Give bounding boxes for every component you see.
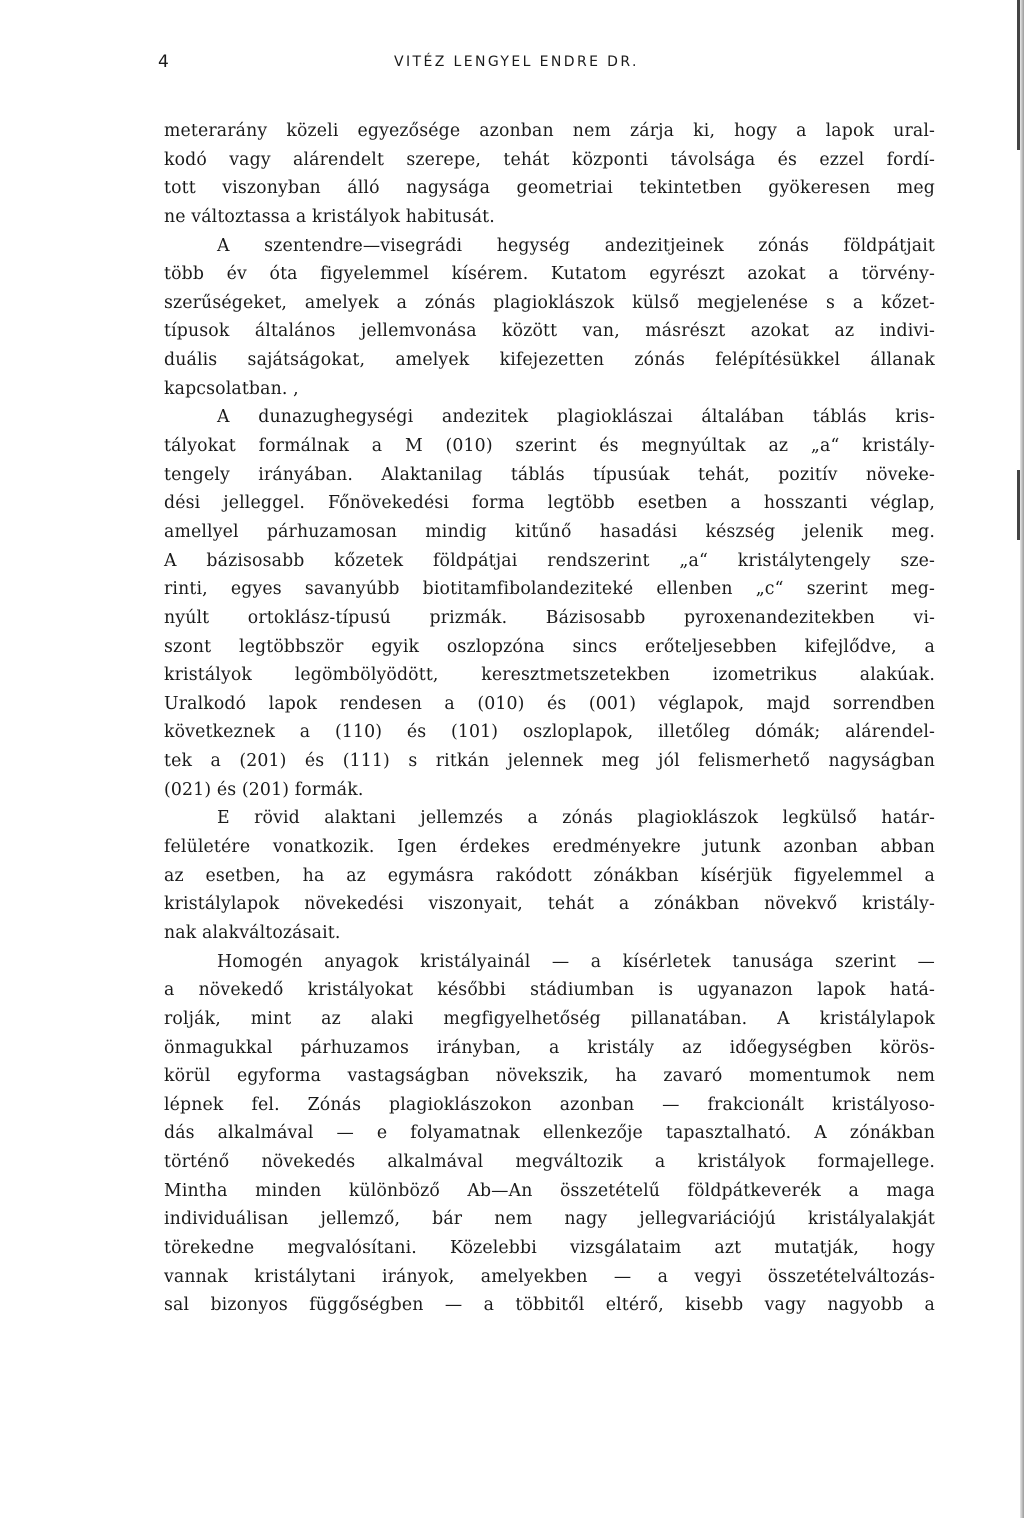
scan-edge-mark [1017, 470, 1020, 540]
text-line: következnek a (110) és (101) oszloplapok, illetőleg dómák; alárendel- [164, 722, 935, 743]
text-line: Uralkodó lapok rendesen a (010) és (001) véglapok, majd sorrendben [164, 693, 935, 714]
text-line: A bázisosabb kőzetek földpátjai rendszerint „a“ kristálytengely sze- [164, 550, 935, 571]
scan-edge-shadow [1020, 0, 1024, 1518]
text-line: Homogén anyagok kristályainál — a kísérletek tanusága szerint — [217, 951, 935, 972]
text-line: nak alakváltozásait. [164, 922, 341, 943]
text-line: az esetben, ha az egymásra rakódott zónákban kísérjük figyelemmel a [164, 865, 935, 886]
text-line: több év óta figyelemmel kísérem. Kutatom egyrészt azokat a törvény- [164, 264, 935, 285]
text-line: dás alkalmával — e folyamatnak ellenkezője tapasztalható. A zónákban [164, 1123, 935, 1144]
text-line: tengely irányában. Alaktanilag táblás típusúak tehát, pozitív növeke- [164, 464, 935, 485]
text-line: E rövid alaktani jellemzés a zónás plagioklászok legkülső határ- [217, 808, 935, 829]
running-head: VITÉZ LENGYEL ENDRE DR. [394, 54, 639, 70]
body-text [164, 117, 935, 1320]
text-line: sal bizonyos függőségben — a többitől eltérő, kisebb vagy nagyobb a [164, 1295, 935, 1316]
text-line: tott viszonyban álló nagysága geometriai tekintetben gyökeresen meg [164, 178, 935, 199]
text-line: amellyel párhuzamosan mindig kitűnő hasadási készség jelenik meg. [164, 521, 935, 542]
text-line: duális sajátságokat, amelyek kifejezetten zónás felépítésükkel állanak [164, 350, 935, 371]
text-line: típusok általános jellemvonása között van, másrészt azokat az indivi- [164, 321, 935, 342]
text-line: nyúlt ortoklász-típusú prizmák. Bázisosabb pyroxenandezitekben vi- [164, 607, 935, 628]
text-line: tályokat formálnak a M (010) szerint és megnyúltak az „a“ kristály- [164, 436, 935, 457]
text-line: tek a (201) és (111) s ritkán jelennek meg jól felismerhető nagyságban [164, 751, 935, 772]
text-line: törekedne megvalósítani. Közelebbi vizsgálataim azt mutatják, hogy [164, 1237, 935, 1258]
text-line: Mintha minden különböző Ab—An összetételű földpátkeverék a maga [164, 1180, 935, 1201]
text-line: történő növekedés alkalmával megváltozik a kristályok formajellege. [164, 1152, 935, 1173]
text-line: kristálylapok növekedési viszonyait, tehát a zónákban növekvő kristály- [164, 894, 935, 915]
text-line: A szentendre—visegrádi hegység andezitjeinek zónás földpátjait [217, 235, 935, 256]
page-header [158, 52, 848, 76]
text-line: dési jelleggel. Főnövekedési forma legtöbb esetben a hosszanti véglap, [164, 493, 935, 514]
text-line: meterarány közeli egyezősége azonban nem zárja ki, hogy a lapok ural- [164, 121, 935, 141]
text-line: individuálisan jellemző, bár nem nagy jellegvariációjú kristályalakját [164, 1209, 935, 1230]
text-line: önmagukkal párhuzamos irányban, a kristály az időegységben körös- [164, 1037, 935, 1058]
text-line: a növekedő kristályokat későbbi stádiumban is ugyanazon lapok hatá- [164, 980, 935, 1001]
text-line: A dunazughegységi andezitek plagioklászai általában táblás kris- [217, 407, 935, 428]
text-line: (021) és (201) formák. [164, 779, 364, 800]
text-line: kodó vagy alárendelt szerepe, tehát központi távolsága és ezzel fordí- [164, 149, 935, 170]
text-line: rinti, egyes savanyúbb biotitamfibolandeziteké ellenben „c“ szerint meg- [164, 579, 935, 600]
page-number: 4 [158, 52, 170, 72]
text-line: vannak kristálytani irányok, amelyekben — a vegyi összetételváltozás- [164, 1266, 935, 1287]
text-line: körül egyforma vastagságban növekszik, ha zavaró momentumok nem [164, 1066, 935, 1087]
text-line: felületére vonatkozik. Igen érdekes eredményekre jutunk azonban abban [164, 837, 935, 858]
scan-edge-mark [1017, 0, 1020, 150]
text-line: lépnek fel. Zónás plagioklászokon azonban — frakcionált kristályoso- [164, 1094, 935, 1115]
text-line: kapcsolatban. , [164, 378, 299, 399]
text-line: szerűségeket, amelyek a zónás plagioklászok külső megjelenése s a kőzet- [164, 292, 935, 313]
text-line: kristályok legömbölyödött, keresztmetszetekben izometrikus alakúak. [164, 665, 935, 686]
text-line: szont legtöbbször egyik oszlopzóna sincs erőteljesebben kifejlődve, a [164, 636, 935, 657]
text-line: ne változtassa a kristályok habitusát. [164, 206, 495, 227]
text-line: rolják, mint az alaki megfigyelhetőség pillanatában. A kristálylapok [164, 1008, 935, 1029]
